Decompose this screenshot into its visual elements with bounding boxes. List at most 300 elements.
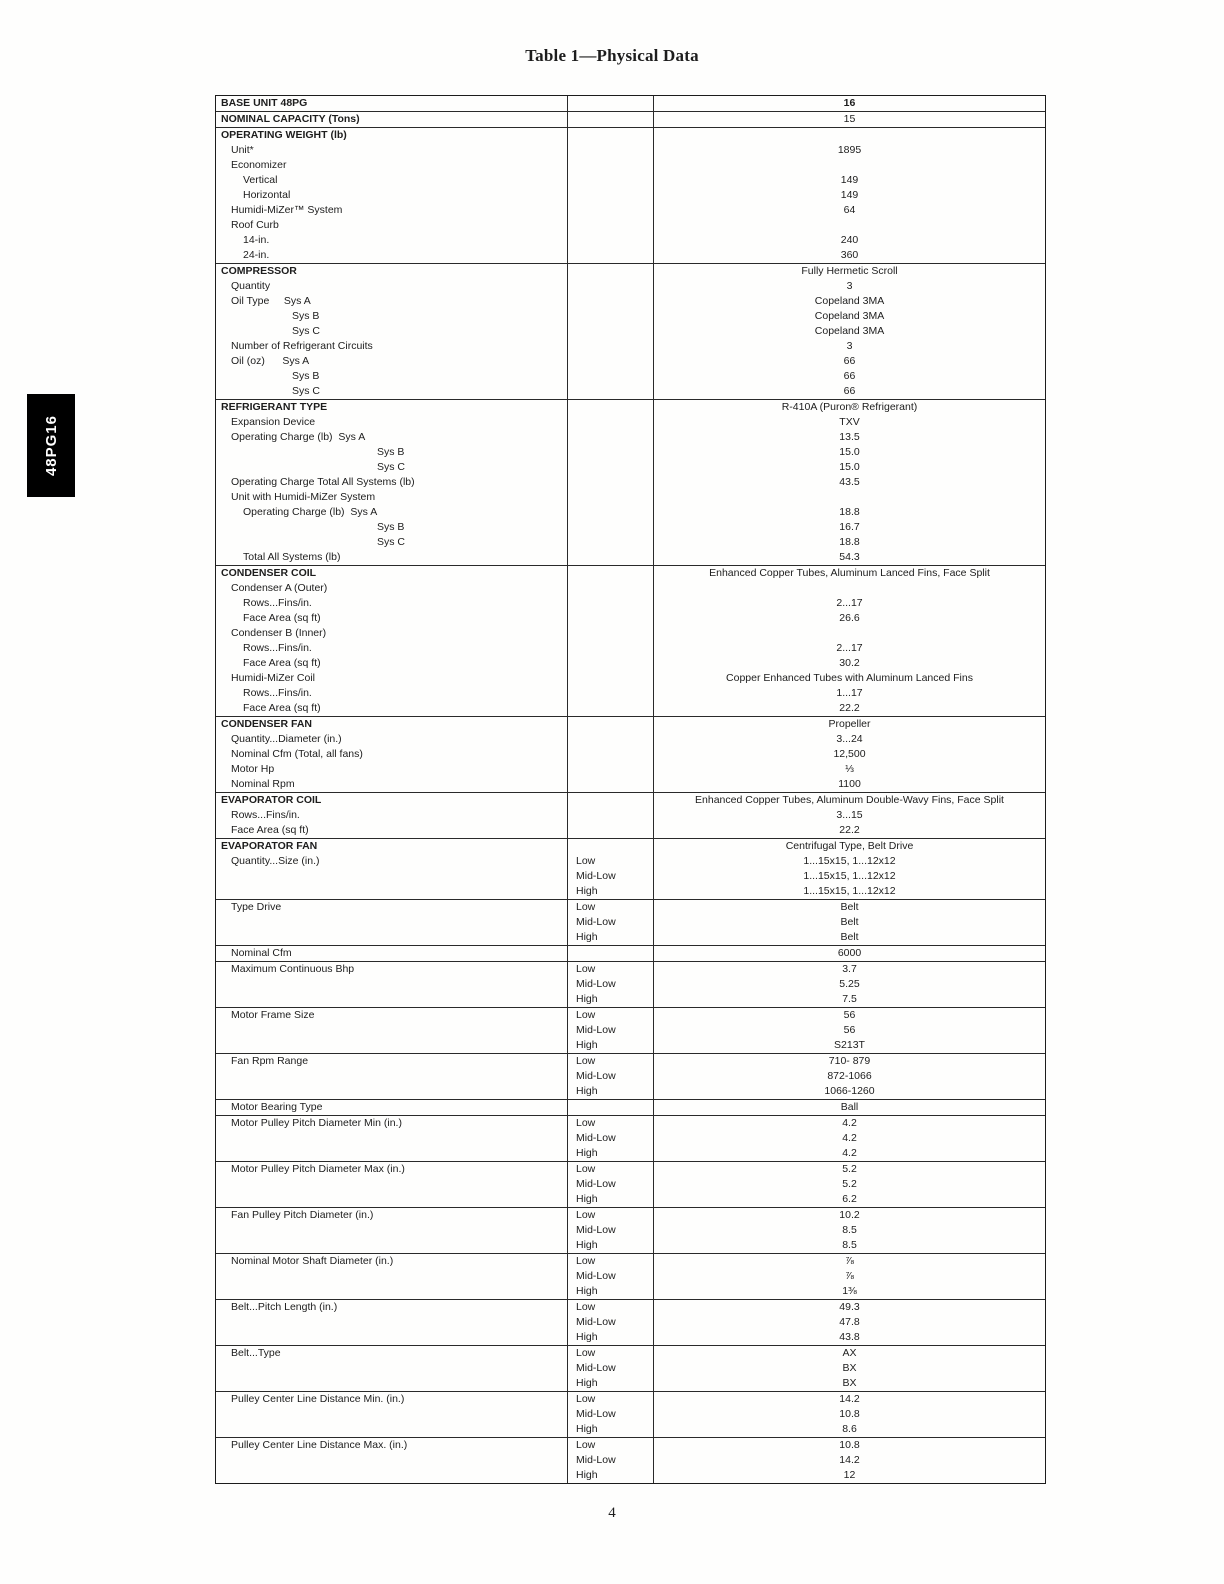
table-row xyxy=(216,354,1045,369)
row-parameter-label: Horizontal xyxy=(216,188,568,203)
row-value: 6.2 xyxy=(842,1193,857,1205)
row-value: 3.7 xyxy=(842,963,857,975)
table-row xyxy=(216,111,1045,127)
row-value: 1...15x15, 1...12x12 xyxy=(803,870,896,882)
table-row xyxy=(216,1069,1045,1084)
row-parameter-label: Condenser A (Outer) xyxy=(216,581,568,596)
table-row xyxy=(216,945,1045,961)
row-fan-speed-label xyxy=(568,839,654,854)
row-parameter-label: Sys B xyxy=(216,369,568,384)
row-fan-speed-label xyxy=(568,248,654,263)
row-value: 66 xyxy=(843,385,856,397)
row-fan-speed-label xyxy=(568,808,654,823)
table-row xyxy=(216,279,1045,294)
row-value: 1...15x15, 1...12x12 xyxy=(803,855,896,867)
row-parameter-label: Type Drive xyxy=(216,900,568,915)
row-fan-speed-label: High xyxy=(568,1146,654,1161)
row-parameter-label: Sys C xyxy=(216,460,568,475)
row-fan-speed-label xyxy=(568,294,654,309)
row-fan-speed-label xyxy=(568,535,654,550)
row-value: ⅞ xyxy=(845,1255,854,1267)
row-fan-speed-label: Low xyxy=(568,1346,654,1361)
row-fan-speed-label: Low xyxy=(568,1254,654,1269)
row-parameter-label: Condenser B (Inner) xyxy=(216,626,568,641)
row-value: Fully Hermetic Scroll xyxy=(801,265,898,277)
table-row xyxy=(216,96,1045,111)
row-value: 43.8 xyxy=(839,1331,860,1343)
table-row xyxy=(216,854,1045,869)
row-value: 47.8 xyxy=(839,1316,860,1328)
row-parameter-label xyxy=(216,977,568,992)
row-fan-speed-label xyxy=(568,475,654,490)
row-value: 149 xyxy=(840,174,859,186)
row-fan-speed-label: High xyxy=(568,1238,654,1253)
table-row xyxy=(216,1053,1045,1069)
row-fan-speed-label xyxy=(568,324,654,339)
row-fan-speed-label: High xyxy=(568,1422,654,1437)
row-fan-speed-label: Mid-Low xyxy=(568,1023,654,1038)
row-parameter-label: Rows...Fins/in. xyxy=(216,641,568,656)
row-parameter-label xyxy=(216,1177,568,1192)
row-value: 5.2 xyxy=(842,1178,857,1190)
row-value: 5.2 xyxy=(842,1163,857,1175)
row-fan-speed-label xyxy=(568,566,654,581)
row-parameter-label xyxy=(216,1330,568,1345)
row-parameter-label: Nominal Rpm xyxy=(216,777,568,792)
row-parameter-label: Pulley Center Line Distance Max. (in.) xyxy=(216,1438,568,1453)
row-parameter-label: Humidi-MiZer Coil xyxy=(216,671,568,686)
row-fan-speed-label: Mid-Low xyxy=(568,915,654,930)
row-parameter-label: CONDENSER FAN xyxy=(216,717,568,732)
row-fan-speed-label xyxy=(568,490,654,505)
table-row xyxy=(216,1099,1045,1115)
row-parameter-label: Quantity...Diameter (in.) xyxy=(216,732,568,747)
row-fan-speed-label xyxy=(568,641,654,656)
row-value: 4.2 xyxy=(842,1117,857,1129)
row-value: 66 xyxy=(843,355,856,367)
row-parameter-label: Face Area (sq ft) xyxy=(216,611,568,626)
row-fan-speed-label: High xyxy=(568,1330,654,1345)
row-value: Copper Enhanced Tubes with Aluminum Lanced Fins xyxy=(726,672,973,684)
row-value: 12 xyxy=(843,1469,856,1481)
row-fan-speed-label xyxy=(568,233,654,248)
row-value: 64 xyxy=(843,204,856,216)
row-value: 2...17 xyxy=(836,597,863,609)
table-row xyxy=(216,1084,1045,1099)
row-parameter-label: Pulley Center Line Distance Min. (in.) xyxy=(216,1392,568,1407)
table-row xyxy=(216,1361,1045,1376)
row-fan-speed-label xyxy=(568,369,654,384)
row-parameter-label: EVAPORATOR FAN xyxy=(216,839,568,854)
page-number: 4 xyxy=(608,1505,616,1521)
row-parameter-label: Face Area (sq ft) xyxy=(216,656,568,671)
row-fan-speed-label xyxy=(568,671,654,686)
row-fan-speed-label xyxy=(568,203,654,218)
row-value: 18.8 xyxy=(839,536,860,548)
row-parameter-label: Rows...Fins/in. xyxy=(216,808,568,823)
row-fan-speed-label xyxy=(568,430,654,445)
table-row xyxy=(216,899,1045,915)
row-value: ⅞ xyxy=(845,1270,854,1282)
row-parameter-label: Sys B xyxy=(216,309,568,324)
row-parameter-label xyxy=(216,1223,568,1238)
table-row xyxy=(216,127,1045,143)
row-value: 149 xyxy=(840,189,859,201)
row-fan-speed-label: High xyxy=(568,884,654,899)
row-value: 15.0 xyxy=(839,446,860,458)
row-value: 1...17 xyxy=(836,687,863,699)
table-row xyxy=(216,626,1045,641)
row-fan-speed-label: High xyxy=(568,930,654,945)
row-value: ⅓ xyxy=(845,763,854,775)
table-row xyxy=(216,158,1045,173)
table-row xyxy=(216,369,1045,384)
row-parameter-label xyxy=(216,1269,568,1284)
row-value: R-410A (Puron® Refrigerant) xyxy=(781,401,918,413)
row-value: 3...24 xyxy=(836,733,863,745)
table-row xyxy=(216,399,1045,415)
table-row xyxy=(216,550,1045,565)
row-value: Enhanced Copper Tubes, Aluminum Double-Wavy Fins, Face Split xyxy=(695,794,1004,806)
row-value: Belt xyxy=(840,901,859,913)
row-value: 49.3 xyxy=(839,1301,860,1313)
row-parameter-label xyxy=(216,1238,568,1253)
row-parameter-label xyxy=(216,1468,568,1483)
row-fan-speed-label xyxy=(568,218,654,233)
row-parameter-label xyxy=(216,992,568,1007)
row-parameter-label: 14-in. xyxy=(216,233,568,248)
table-row xyxy=(216,505,1045,520)
row-parameter-label: Rows...Fins/in. xyxy=(216,686,568,701)
row-parameter-label: Expansion Device xyxy=(216,415,568,430)
row-value xyxy=(654,128,1045,143)
row-parameter-label: Sys B xyxy=(216,445,568,460)
row-parameter-label: CONDENSER COIL xyxy=(216,566,568,581)
row-value xyxy=(654,218,1045,233)
table-row xyxy=(216,475,1045,490)
row-value: 56 xyxy=(843,1024,856,1036)
row-value xyxy=(654,158,1045,173)
table-row xyxy=(216,792,1045,808)
row-parameter-label: Sys B xyxy=(216,520,568,535)
row-parameter-label: Quantity xyxy=(216,279,568,294)
row-value: Copeland 3MA xyxy=(814,295,885,307)
row-parameter-label: Operating Charge (lb) Sys A xyxy=(216,430,568,445)
row-parameter-label: Sys C xyxy=(216,384,568,399)
row-parameter-label: Oil Type Sys A xyxy=(216,294,568,309)
row-value: Copeland 3MA xyxy=(814,310,885,322)
table-row xyxy=(216,1161,1045,1177)
table-row xyxy=(216,445,1045,460)
row-fan-speed-label: High xyxy=(568,1084,654,1099)
side-tab xyxy=(27,394,75,497)
table-row xyxy=(216,1345,1045,1361)
row-fan-speed-label xyxy=(568,550,654,565)
row-fan-speed-label xyxy=(568,611,654,626)
row-value: S213T xyxy=(834,1039,865,1051)
row-value xyxy=(654,581,1045,596)
row-fan-speed-label xyxy=(568,762,654,777)
row-parameter-label: Nominal Cfm (Total, all fans) xyxy=(216,747,568,762)
row-fan-speed-label: Mid-Low xyxy=(568,1177,654,1192)
row-fan-speed-label: High xyxy=(568,1468,654,1483)
row-value: AX xyxy=(842,1347,857,1359)
table-row xyxy=(216,671,1045,686)
table-row xyxy=(216,686,1045,701)
row-fan-speed-label xyxy=(568,128,654,143)
table-row xyxy=(216,1330,1045,1345)
row-value: Belt xyxy=(840,916,859,928)
row-parameter-label: Nominal Cfm xyxy=(216,946,568,961)
row-value: 710- 879 xyxy=(828,1055,871,1067)
table-row xyxy=(216,173,1045,188)
table-row xyxy=(216,930,1045,945)
table-row xyxy=(216,233,1045,248)
row-value: 872-1066 xyxy=(827,1070,872,1082)
row-fan-speed-label xyxy=(568,309,654,324)
row-fan-speed-label xyxy=(568,777,654,792)
row-parameter-label xyxy=(216,1376,568,1391)
row-fan-speed-label: Mid-Low xyxy=(568,1069,654,1084)
row-value: 1100 xyxy=(838,778,861,790)
table-row xyxy=(216,1437,1045,1453)
table-row xyxy=(216,762,1045,777)
row-parameter-label xyxy=(216,1315,568,1330)
row-fan-speed-label: Low xyxy=(568,1300,654,1315)
row-value xyxy=(654,626,1045,641)
row-fan-speed-label: High xyxy=(568,1284,654,1299)
row-fan-speed-label xyxy=(568,158,654,173)
row-fan-speed-label xyxy=(568,279,654,294)
row-fan-speed-label xyxy=(568,188,654,203)
row-parameter-label: Quantity...Size (in.) xyxy=(216,854,568,869)
row-value: 15 xyxy=(843,113,856,125)
row-value: 8.5 xyxy=(842,1239,857,1251)
row-fan-speed-label: Mid-Low xyxy=(568,1453,654,1468)
table-row xyxy=(216,1284,1045,1299)
row-parameter-label xyxy=(216,930,568,945)
row-value: 1066-1260 xyxy=(824,1085,875,1097)
row-parameter-label: REFRIGERANT TYPE xyxy=(216,400,568,415)
table-row xyxy=(216,961,1045,977)
table-row xyxy=(216,992,1045,1007)
row-parameter-label xyxy=(216,1131,568,1146)
row-value: 16.7 xyxy=(839,521,860,533)
row-value: 56 xyxy=(843,1009,856,1021)
row-fan-speed-label: Low xyxy=(568,962,654,977)
table-row xyxy=(216,430,1045,445)
row-value: Copeland 3MA xyxy=(814,325,885,337)
row-value: Propeller xyxy=(828,718,871,730)
table-row xyxy=(216,339,1045,354)
table-row xyxy=(216,611,1045,626)
table-row xyxy=(216,732,1045,747)
row-parameter-label: Fan Rpm Range xyxy=(216,1054,568,1069)
table-row xyxy=(216,869,1045,884)
row-fan-speed-label: Mid-Low xyxy=(568,1361,654,1376)
row-value: Enhanced Copper Tubes, Aluminum Lanced Fins, Face Split xyxy=(709,567,990,579)
row-parameter-label: Operating Charge (lb) Sys A xyxy=(216,505,568,520)
row-parameter-label: Unit with Humidi-MiZer System xyxy=(216,490,568,505)
row-parameter-label: Number of Refrigerant Circuits xyxy=(216,339,568,354)
row-fan-speed-label: Low xyxy=(568,1116,654,1131)
row-value: 22.2 xyxy=(839,702,860,714)
row-value: 14.2 xyxy=(839,1393,860,1405)
row-parameter-label: Sys C xyxy=(216,535,568,550)
row-value: Belt xyxy=(840,931,859,943)
row-parameter-label: Belt...Pitch Length (in.) xyxy=(216,1300,568,1315)
table-row xyxy=(216,188,1045,203)
row-parameter-label: Face Area (sq ft) xyxy=(216,701,568,716)
row-value: BX xyxy=(842,1377,857,1389)
table-row xyxy=(216,1177,1045,1192)
row-value: 26.6 xyxy=(839,612,860,624)
row-parameter-label xyxy=(216,1192,568,1207)
row-fan-speed-label: High xyxy=(568,992,654,1007)
table-row xyxy=(216,1253,1045,1269)
table-row xyxy=(216,1207,1045,1223)
row-fan-speed-label: High xyxy=(568,1192,654,1207)
table-row xyxy=(216,977,1045,992)
row-fan-speed-label: Low xyxy=(568,1054,654,1069)
row-value: 1...15x15, 1...12x12 xyxy=(803,885,896,897)
table-row xyxy=(216,565,1045,581)
table-row xyxy=(216,1115,1045,1131)
table-row xyxy=(216,777,1045,792)
row-parameter-label: Motor Bearing Type xyxy=(216,1100,568,1115)
row-fan-speed-label xyxy=(568,96,654,111)
table-row xyxy=(216,1315,1045,1330)
row-value: 1895 xyxy=(837,144,862,156)
table-row xyxy=(216,1391,1045,1407)
row-value: Ball xyxy=(840,1101,859,1113)
row-fan-speed-label xyxy=(568,793,654,808)
row-value: 4.2 xyxy=(842,1132,857,1144)
row-fan-speed-label xyxy=(568,460,654,475)
row-fan-speed-label: Mid-Low xyxy=(568,1223,654,1238)
row-fan-speed-label xyxy=(568,264,654,279)
row-value: 18.8 xyxy=(839,506,860,518)
row-fan-speed-label xyxy=(568,445,654,460)
row-fan-speed-label xyxy=(568,946,654,961)
row-fan-speed-label: Mid-Low xyxy=(568,977,654,992)
row-fan-speed-label xyxy=(568,415,654,430)
row-parameter-label xyxy=(216,884,568,899)
row-fan-speed-label: High xyxy=(568,1376,654,1391)
row-value: 5.25 xyxy=(839,978,860,990)
table-row xyxy=(216,1223,1045,1238)
row-fan-speed-label: Mid-Low xyxy=(568,1131,654,1146)
row-parameter-label xyxy=(216,869,568,884)
row-fan-speed-label xyxy=(568,173,654,188)
row-parameter-label: COMPRESSOR xyxy=(216,264,568,279)
row-fan-speed-label xyxy=(568,701,654,716)
row-fan-speed-label: Low xyxy=(568,1438,654,1453)
row-parameter-label: Oil (oz) Sys A xyxy=(216,354,568,369)
table-row xyxy=(216,203,1045,218)
row-fan-speed-label xyxy=(568,823,654,838)
table-row xyxy=(216,263,1045,279)
row-fan-speed-label xyxy=(568,143,654,158)
row-value: 43.5 xyxy=(839,476,860,488)
row-fan-speed-label: Mid-Low xyxy=(568,1269,654,1284)
row-parameter-label: Operating Charge Total All Systems (lb) xyxy=(216,475,568,490)
row-value: 10.8 xyxy=(839,1408,860,1420)
physical-data-table xyxy=(215,95,1046,1484)
row-value: 7.5 xyxy=(842,993,857,1005)
row-parameter-label: BASE UNIT 48PG xyxy=(216,96,568,111)
row-value: 3 xyxy=(846,280,853,292)
row-parameter-label xyxy=(216,1038,568,1053)
row-parameter-label xyxy=(216,1453,568,1468)
table-row xyxy=(216,460,1045,475)
row-parameter-label: Belt...Type xyxy=(216,1346,568,1361)
row-parameter-label: Motor Pulley Pitch Diameter Max (in.) xyxy=(216,1162,568,1177)
row-fan-speed-label: Mid-Low xyxy=(568,1315,654,1330)
row-parameter-label: Roof Curb xyxy=(216,218,568,233)
row-fan-speed-label: Low xyxy=(568,854,654,869)
row-parameter-label: Motor Hp xyxy=(216,762,568,777)
row-parameter-label xyxy=(216,1407,568,1422)
table-row xyxy=(216,1269,1045,1284)
row-parameter-label: Humidi-MiZer™ System xyxy=(216,203,568,218)
table-row xyxy=(216,384,1045,399)
row-value: TXV xyxy=(839,416,860,428)
table-row xyxy=(216,747,1045,762)
table-row xyxy=(216,716,1045,732)
table-row xyxy=(216,596,1045,611)
row-fan-speed-label xyxy=(568,112,654,127)
row-parameter-label: Fan Pulley Pitch Diameter (in.) xyxy=(216,1208,568,1223)
row-value: 66 xyxy=(843,370,856,382)
row-fan-speed-label xyxy=(568,505,654,520)
row-parameter-label: 24-in. xyxy=(216,248,568,263)
table-row xyxy=(216,838,1045,854)
row-parameter-label: Maximum Continuous Bhp xyxy=(216,962,568,977)
row-fan-speed-label: Low xyxy=(568,1162,654,1177)
table-row xyxy=(216,641,1045,656)
table-row xyxy=(216,1468,1045,1483)
table-row xyxy=(216,1376,1045,1391)
row-parameter-label xyxy=(216,1084,568,1099)
row-value: BX xyxy=(842,1362,857,1374)
row-fan-speed-label xyxy=(568,1100,654,1115)
row-parameter-label: Face Area (sq ft) xyxy=(216,823,568,838)
table-row xyxy=(216,1299,1045,1315)
table-row xyxy=(216,248,1045,263)
row-value: Centrifugal Type, Belt Drive xyxy=(785,840,914,852)
row-fan-speed-label: Low xyxy=(568,900,654,915)
row-parameter-label: OPERATING WEIGHT (lb) xyxy=(216,128,568,143)
table-row xyxy=(216,808,1045,823)
row-value: 1⅜ xyxy=(842,1285,857,1297)
row-value: 8.6 xyxy=(842,1423,857,1435)
row-parameter-label: Motor Pulley Pitch Diameter Min (in.) xyxy=(216,1116,568,1131)
row-fan-speed-label xyxy=(568,581,654,596)
row-parameter-label: NOMINAL CAPACITY (Tons) xyxy=(216,112,568,127)
table-row xyxy=(216,520,1045,535)
row-parameter-label: Unit* xyxy=(216,143,568,158)
row-fan-speed-label: High xyxy=(568,1038,654,1053)
row-value: 10.2 xyxy=(839,1209,860,1221)
row-parameter-label: Motor Frame Size xyxy=(216,1008,568,1023)
row-parameter-label: EVAPORATOR COIL xyxy=(216,793,568,808)
row-parameter-label: Sys C xyxy=(216,324,568,339)
table-row xyxy=(216,535,1045,550)
row-parameter-label: Vertical xyxy=(216,173,568,188)
row-value: 22.2 xyxy=(839,824,860,836)
table-row xyxy=(216,1023,1045,1038)
